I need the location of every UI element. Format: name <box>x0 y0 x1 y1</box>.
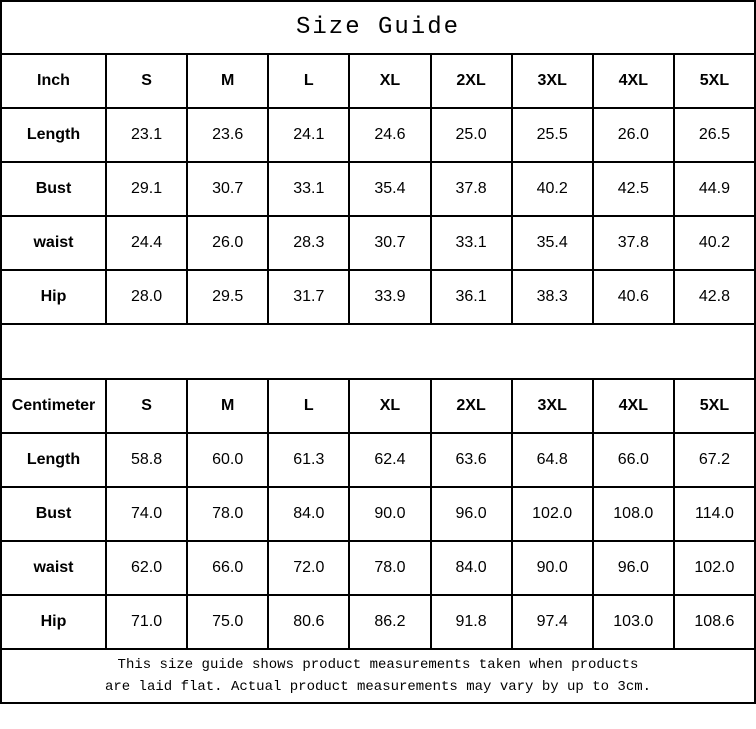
footer-note <box>1 649 755 703</box>
size-header-cell: L <box>268 379 349 433</box>
measurement-row <box>1 541 755 595</box>
measurement-value: 108.6 <box>674 595 755 649</box>
measurement-value: 108.0 <box>593 487 674 541</box>
size-header-cell: L <box>268 54 349 108</box>
measurement-value: 62.0 <box>106 541 187 595</box>
unit-header-cell: Inch <box>1 54 106 108</box>
measurement-value: 84.0 <box>431 541 512 595</box>
measurement-value: 44.9 <box>674 162 755 216</box>
measurement-row <box>1 162 755 216</box>
measurement-value: 24.4 <box>106 216 187 270</box>
measurement-value: 29.1 <box>106 162 187 216</box>
measurement-value: 72.0 <box>268 541 349 595</box>
measurement-value: 90.0 <box>512 541 593 595</box>
title-row <box>1 1 755 54</box>
measurement-row <box>1 433 755 487</box>
size-header-cell: M <box>187 54 268 108</box>
size-header-cell: 5XL <box>674 54 755 108</box>
measurement-value: 102.0 <box>674 541 755 595</box>
measurement-value: 62.4 <box>349 433 430 487</box>
measurement-value: 33.1 <box>431 216 512 270</box>
measurement-value: 63.6 <box>431 433 512 487</box>
measurement-value: 24.6 <box>349 108 430 162</box>
spacer-row <box>1 324 755 379</box>
measurement-label: Hip <box>1 595 106 649</box>
size-header-row <box>1 379 755 433</box>
measurement-value: 24.1 <box>268 108 349 162</box>
footer-note-line1: This size guide shows product measurements taken when products <box>117 657 639 673</box>
measurement-label: Bust <box>1 487 106 541</box>
size-header-cell: 2XL <box>431 54 512 108</box>
measurement-value: 40.2 <box>512 162 593 216</box>
measurement-value: 26.0 <box>593 108 674 162</box>
size-header-cell: 4XL <box>593 379 674 433</box>
measurement-row <box>1 270 755 324</box>
measurement-value: 66.0 <box>593 433 674 487</box>
measurement-value: 90.0 <box>349 487 430 541</box>
measurement-value: 60.0 <box>187 433 268 487</box>
measurement-value: 58.8 <box>106 433 187 487</box>
measurement-row <box>1 216 755 270</box>
measurement-value: 64.8 <box>512 433 593 487</box>
measurement-value: 102.0 <box>512 487 593 541</box>
measurement-value: 91.8 <box>431 595 512 649</box>
measurement-value: 35.4 <box>512 216 593 270</box>
footer-row <box>1 649 755 703</box>
size-header-cell: XL <box>349 379 430 433</box>
size-header-cell: S <box>106 54 187 108</box>
measurement-row <box>1 108 755 162</box>
measurement-value: 30.7 <box>349 216 430 270</box>
page-title: Size Guide <box>1 1 755 54</box>
measurement-value: 28.0 <box>106 270 187 324</box>
footer-section <box>1 649 755 703</box>
measurement-value: 78.0 <box>187 487 268 541</box>
measurement-value: 78.0 <box>349 541 430 595</box>
measurement-value: 26.5 <box>674 108 755 162</box>
measurement-value: 75.0 <box>187 595 268 649</box>
size-header-cell: 3XL <box>512 379 593 433</box>
measurement-value: 96.0 <box>431 487 512 541</box>
measurement-value: 31.7 <box>268 270 349 324</box>
measurement-value: 40.2 <box>674 216 755 270</box>
measurement-row <box>1 487 755 541</box>
measurement-value: 71.0 <box>106 595 187 649</box>
unit-header-cell: Centimeter <box>1 379 106 433</box>
measurement-value: 23.1 <box>106 108 187 162</box>
title-section <box>1 1 755 54</box>
measurement-value: 42.5 <box>593 162 674 216</box>
measurement-value: 66.0 <box>187 541 268 595</box>
measurement-value: 29.5 <box>187 270 268 324</box>
size-header-cell: M <box>187 379 268 433</box>
measurement-value: 40.6 <box>593 270 674 324</box>
measurement-value: 114.0 <box>674 487 755 541</box>
measurement-row <box>1 595 755 649</box>
measurement-value: 37.8 <box>593 216 674 270</box>
measurement-label: waist <box>1 216 106 270</box>
measurement-value: 26.0 <box>187 216 268 270</box>
size-header-cell: 4XL <box>593 54 674 108</box>
size-header-cell: XL <box>349 54 430 108</box>
measurement-value: 86.2 <box>349 595 430 649</box>
size-header-cell: 2XL <box>431 379 512 433</box>
measurement-value: 74.0 <box>106 487 187 541</box>
measurement-value: 42.8 <box>674 270 755 324</box>
size-header-cell: 5XL <box>674 379 755 433</box>
measurement-value: 61.3 <box>268 433 349 487</box>
measurement-value: 97.4 <box>512 595 593 649</box>
measurement-value: 103.0 <box>593 595 674 649</box>
measurement-value: 25.5 <box>512 108 593 162</box>
measurement-value: 28.3 <box>268 216 349 270</box>
measurement-label: Length <box>1 108 106 162</box>
spacer-section <box>1 324 755 379</box>
size-header-cell: 3XL <box>512 54 593 108</box>
measurement-value: 96.0 <box>593 541 674 595</box>
measurement-label: Length <box>1 433 106 487</box>
measurement-value: 38.3 <box>512 270 593 324</box>
measurement-value: 36.1 <box>431 270 512 324</box>
measurement-value: 67.2 <box>674 433 755 487</box>
measurement-label: Hip <box>1 270 106 324</box>
measurement-value: 80.6 <box>268 595 349 649</box>
measurement-value: 37.8 <box>431 162 512 216</box>
measurement-label: waist <box>1 541 106 595</box>
measurement-label: Bust <box>1 162 106 216</box>
measurement-value: 33.9 <box>349 270 430 324</box>
footer-note-line2: are laid flat. Actual product measurements may vary by up to 3cm. <box>104 679 652 695</box>
centimeter-table-section <box>1 379 755 649</box>
measurement-value: 30.7 <box>187 162 268 216</box>
measurement-value: 25.0 <box>431 108 512 162</box>
table-spacer <box>1 324 755 379</box>
measurement-value: 84.0 <box>268 487 349 541</box>
size-header-cell: S <box>106 379 187 433</box>
measurement-value: 23.6 <box>187 108 268 162</box>
measurement-value: 33.1 <box>268 162 349 216</box>
inch-table-section <box>1 54 755 324</box>
measurement-value: 35.4 <box>349 162 430 216</box>
size-header-row <box>1 54 755 108</box>
